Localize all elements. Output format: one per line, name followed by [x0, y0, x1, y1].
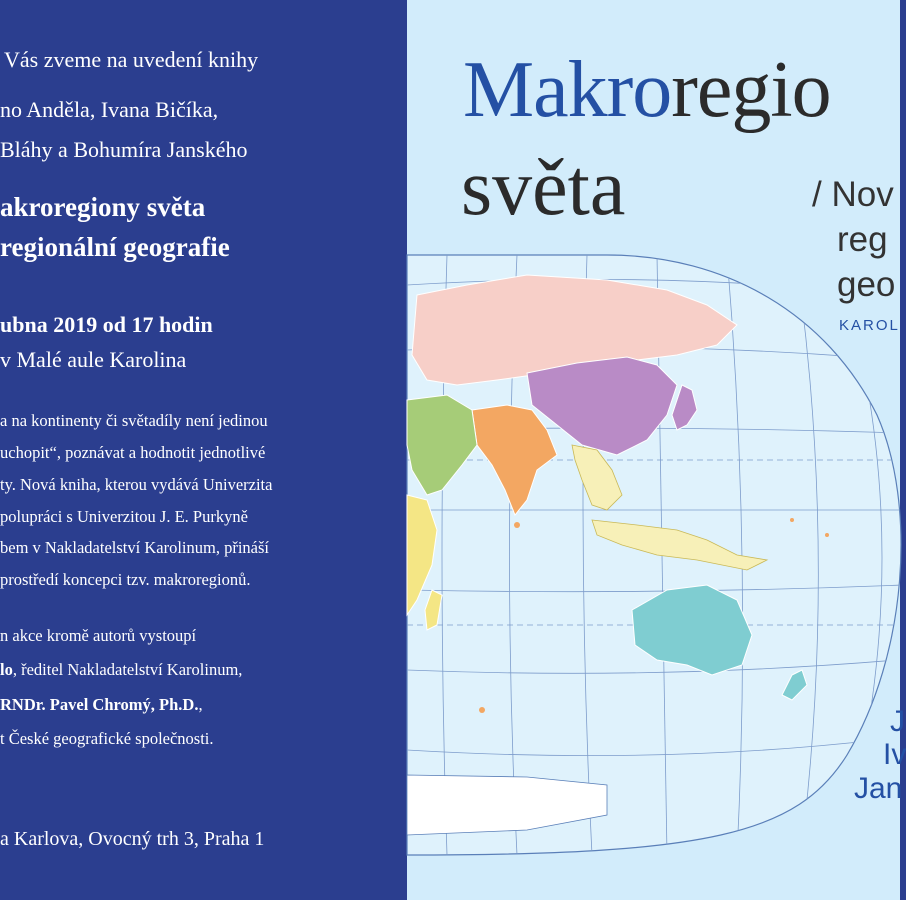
cover-subtitle-line3: geo: [837, 265, 896, 304]
cover-title-line2: světa: [461, 144, 626, 232]
cover-subtitle-line1: / Nov: [812, 175, 894, 214]
world-map: [407, 255, 903, 900]
event-place: v Malé aule Karolina: [0, 347, 187, 372]
invitation-panel: [0, 0, 407, 900]
authors-line-1: no Anděla, Ivana Bičíka,: [0, 97, 219, 122]
speakers-line: lo, ředitel Nakladatelství Karolinum,: [0, 660, 243, 679]
cover-subtitle-line2: reg: [837, 220, 888, 259]
speakers-line: t České geografické společnosti.: [0, 729, 214, 748]
book-title-line-2: regionální geografie: [0, 232, 230, 262]
paragraph1-line: ty. Nová kniha, kterou vydává Univerzita: [0, 475, 273, 494]
paragraph1-line: prostředí koncepci tzv. makroregionů.: [0, 570, 251, 589]
event-date: ubna 2019 od 17 hodin: [0, 312, 213, 337]
cover-author-1: J: [890, 705, 905, 738]
speakers-line: RNDr. Pavel Chromý, Ph.D.,: [0, 695, 203, 714]
cover-author-2: Iv: [883, 738, 906, 771]
cover-title-part1: Makro: [463, 46, 672, 134]
event-address: a Karlova, Ovocný trh 3, Praha 1: [0, 828, 265, 850]
paragraph1-line: uchopit“, poznávat a hodnotit jednotlivé: [0, 443, 266, 462]
speakers-line: n akce kromě autorů vystoupí: [0, 626, 197, 645]
cover-title: [463, 46, 831, 134]
book-cover: [407, 0, 906, 900]
cover-publisher: KAROL: [839, 317, 900, 334]
paragraph1-line: bem v Nakladatelství Karolinum, přináší: [0, 538, 269, 557]
invitation-intro: Vás zveme na uvedení knihy: [4, 47, 259, 72]
authors-line-2: Bláhy a Bohumíra Janského: [0, 137, 248, 162]
book-title-line-1: akroregiony světa: [0, 192, 206, 222]
cover-title-part2: regio: [671, 46, 831, 134]
paragraph1-line: a na kontinenty či světadíly není jedinou: [0, 411, 268, 430]
paragraph1-line: polupráci s Univerzitou J. E. Purkyně: [0, 507, 248, 526]
cover-author-3: Jan: [854, 772, 903, 805]
